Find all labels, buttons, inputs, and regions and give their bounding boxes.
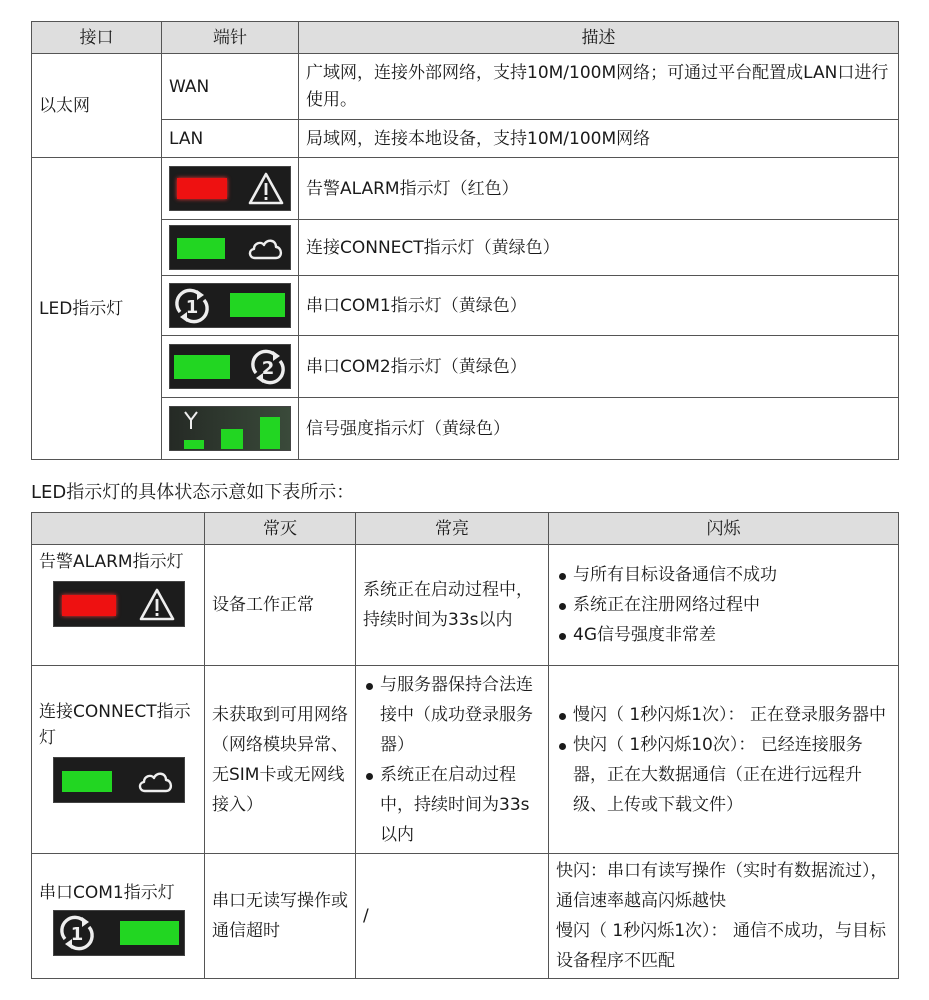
- signal-bar-3: [260, 417, 280, 449]
- header-blink: 闪烁: [549, 513, 899, 545]
- interface-table: [31, 21, 899, 460]
- com1-led-icon: [53, 910, 185, 956]
- svg-text:2: 2: [261, 358, 275, 379]
- alarm-led-description: 告警ALARM指示灯（红色）: [299, 158, 899, 220]
- list-item: 系统正在注册网络过程中: [556, 590, 898, 620]
- connect-on: [356, 666, 549, 854]
- cloud-icon: [136, 768, 174, 794]
- table-row: [32, 120, 899, 158]
- list-item: 慢闪（ 1秒闪烁1次）： 正在登录服务器中: [556, 700, 892, 730]
- com1-on: /: [356, 854, 549, 979]
- led-label: LED指示灯: [32, 158, 162, 460]
- connect-row-name: 连接CONNECT指示灯: [39, 701, 191, 748]
- table-row: [32, 545, 899, 666]
- alarm-on: 系统正在启动过程中，持续时间为33s以内: [356, 545, 549, 666]
- header-description: 描述: [299, 22, 899, 54]
- com1-off: 串口无读写操作或通信超时: [205, 854, 356, 979]
- com1-led-cell: [162, 276, 299, 336]
- connect-off: 未获取到可用网络（网络模块异常、无SIM卡或无网线接入）: [205, 666, 356, 854]
- ethernet-label: 以太网: [32, 54, 162, 158]
- header-blank: [32, 513, 205, 545]
- com2-led-icon: [169, 344, 291, 389]
- alarm-blink: [549, 545, 899, 666]
- signal-bar-1: [184, 440, 204, 449]
- list-item: 与所有目标设备通信不成功: [556, 560, 898, 590]
- cloud-icon: [246, 235, 284, 261]
- alarm-led-icon: [53, 581, 185, 627]
- wan-pin: WAN: [162, 54, 299, 120]
- com1-cycle-icon: [173, 287, 211, 325]
- interface-table-header: [32, 22, 899, 54]
- list-item: 系统正在启动过程中，持续时间为33s以内: [363, 760, 544, 850]
- list-item: 与服务器保持合法连接中（成功登录服务器）: [363, 670, 544, 760]
- alarm-row-head: [32, 545, 205, 666]
- com1-row-head: [32, 854, 205, 979]
- warning-triangle-icon: [139, 588, 175, 621]
- alarm-led-icon: [169, 166, 291, 211]
- signal-led-cell: [162, 398, 299, 460]
- warning-triangle-icon: [248, 172, 284, 205]
- table-row: [32, 336, 899, 398]
- list-item: 4G信号强度非常差: [556, 620, 898, 650]
- connect-row-head: [32, 666, 205, 854]
- signal-bar-2: [221, 429, 243, 449]
- com2-led-cell: [162, 336, 299, 398]
- table-row: [32, 666, 899, 854]
- table-row: [32, 854, 899, 979]
- connect-blink: [549, 666, 899, 854]
- antenna-icon: [183, 410, 199, 430]
- com2-cycle-icon: [249, 348, 287, 386]
- table-row: [32, 398, 899, 460]
- com1-blink-fast: 快闪：串口有读写操作（实时有数据流过），通信速率越高闪烁越快: [556, 861, 888, 911]
- table-row: [32, 276, 899, 336]
- com1-led-icon: [169, 283, 291, 328]
- com1-row-name: 串口COM1指示灯: [39, 883, 175, 903]
- header-interface: 接口: [32, 22, 162, 54]
- connect-led-icon: [53, 757, 185, 803]
- com1-cycle-icon: [58, 914, 96, 952]
- table-row: [32, 220, 899, 276]
- caption: LED指示灯的具体状态示意如下表所示：: [31, 482, 355, 503]
- com1-blink: [549, 854, 899, 979]
- connect-led-description: 连接CONNECT指示灯（黄绿色）: [299, 220, 899, 276]
- header-pin: 端针: [162, 22, 299, 54]
- com1-blink-slow: 慢闪（ 1秒闪烁1次）： 通信不成功，与目标设备程序不匹配: [556, 921, 886, 971]
- alarm-led-cell: [162, 158, 299, 220]
- com1-led-description: 串口COM1指示灯（黄绿色）: [299, 276, 899, 336]
- alarm-off: 设备工作正常: [205, 545, 356, 666]
- svg-text:1: 1: [70, 924, 84, 945]
- com2-led-description: 串口COM2指示灯（黄绿色）: [299, 336, 899, 398]
- header-on: 常亮: [356, 513, 549, 545]
- lan-pin: LAN: [162, 120, 299, 158]
- lan-description: 局域网，连接本地设备，支持10M/100M网络: [299, 120, 899, 158]
- svg-text:1: 1: [185, 297, 199, 318]
- led-status-table: [31, 512, 899, 979]
- wan-description: 广域网，连接外部网络，支持10M/100M网络；可通过平台配置成LAN口进行使用。: [299, 54, 899, 120]
- connect-led-icon: [169, 225, 291, 270]
- table-row: [32, 54, 899, 120]
- connect-led-cell: [162, 220, 299, 276]
- signal-led-icon: [169, 406, 291, 451]
- header-off: 常灭: [205, 513, 356, 545]
- alarm-row-name: 告警ALARM指示灯: [39, 552, 184, 572]
- led-status-table-header: [32, 513, 899, 545]
- list-item: 快闪（ 1秒闪烁10次）： 已经连接服务器，正在大数据通信（正在进行远程升级、上传或下载文件）: [556, 730, 892, 820]
- table-row: [32, 158, 899, 220]
- signal-led-description: 信号强度指示灯（黄绿色）: [299, 398, 899, 460]
